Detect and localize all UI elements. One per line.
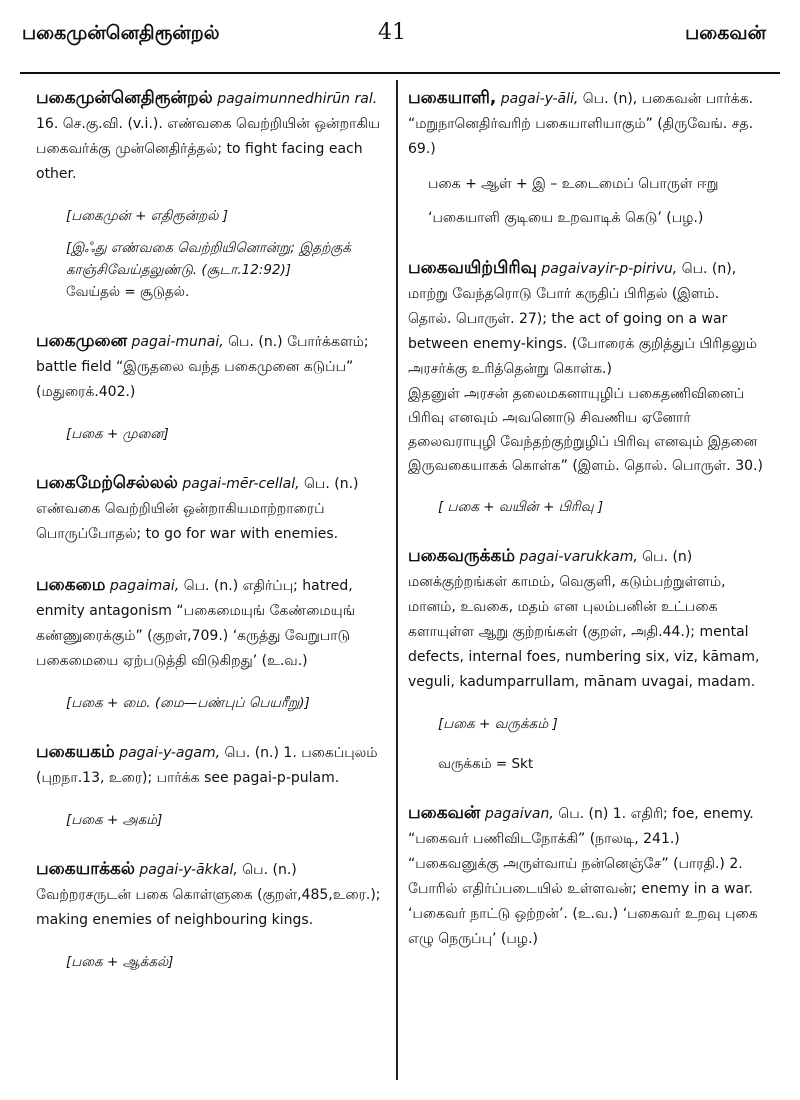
entry-transliteration: pagai-varukkam, xyxy=(519,549,638,565)
running-head-left: பகைமுன்னெதிரூன்றல் xyxy=(22,22,220,44)
entry-transliteration: pagai-mēr-cellal, xyxy=(182,476,300,492)
entry-etymology: [பகைமுன் + எதிரூன்றல் ] xyxy=(66,208,228,224)
dictionary-entry xyxy=(36,740,392,831)
entry-definition: பெ. (n) 1. எதிரி; foe, enemy. “பகைவர் பணிவிடநோக்கி” (நாலடி, 241.) “பகைவனுக்கு அருள்வாய் நன்னெஞ்சே” (பாரதி.) 2. போரில் எதிர்ப்படையில் உள்ளவன்; enemy in a war. ‘பகைவர் நாட்டு ஒற்றன்’. (உ.வ.) ‘பகைவர் உறவு புகை எழு நெருப்பு’ (பழ.) xyxy=(408,806,758,947)
entry-transliteration: pagai-munai, xyxy=(131,334,224,350)
entry-headword: பகைமேற்செல்லல் xyxy=(36,473,178,493)
entry-headword: பகைவயிற்பிரிவு xyxy=(408,258,537,278)
entry-etymology: [ பகை + வயின் + பிரிவு ] xyxy=(438,499,604,515)
entry-definition: பெ. (n.) எண்வகை வெற்றியின் ஒன்றாகியமாற்றாரைப் பொருப்போதல்; to go for war with enemies. xyxy=(36,476,359,542)
entry-definition: பெ. (n.) 1. பகைப்புலம் (புறநா.13, உரை); பார்க்க see pagai-p-pulam. xyxy=(36,745,378,786)
entry-etymology: [பகை + அகம்] xyxy=(66,812,163,828)
entry-headword: பகைவருக்கம் xyxy=(408,546,516,566)
entry-transliteration: pagai-y-agam, xyxy=(119,745,221,761)
entry-proverb: ‘பகையாளி குடியை உறவாடிக் கெடு’ (பழ.) xyxy=(428,210,704,226)
entry-note-tail: வேய்தல் = சூடுதல். xyxy=(66,284,190,300)
right-column xyxy=(408,86,764,952)
header-rule xyxy=(20,72,780,74)
entry-note: வருக்கம் = Skt xyxy=(438,756,534,772)
entry-headword: பகைமுனை xyxy=(36,331,128,351)
column-divider xyxy=(396,80,398,1080)
entry-definition: பெ. (n.) வேற்றரசருடன் பகை கொள்ளுகை (குறள்,485,உரை.); making enemies of neighbouring kings. xyxy=(36,862,381,928)
dictionary-entry xyxy=(408,544,764,775)
dictionary-entry xyxy=(408,256,764,518)
entry-definition: பெ. (n.) போர்க்களம்; battle field “இருதலை வந்த பகைமுனை கடுப்ப” (மதுரைக்.402.) xyxy=(36,334,369,400)
entry-etymology: [பகை + ஆக்கல்] xyxy=(66,954,174,970)
entry-transliteration: pagaivayir-p-pirivu, xyxy=(541,261,678,277)
entry-definition: பெ. (n) மனக்குற்றங்கள் காமம், வெகுளி, கடும்பற்றுள்ளம், மானம், உவகை, மதம் என புலம்பனின் உட்பகை களாயுள்ள ஆறு குற்றங்கள் (குறள், அதி.44.); mental defects, internal foes, numbering six, viz, kāmam, veguli, kadumparrullam, mānam uvagai, madam. xyxy=(408,549,760,690)
page-number: 41 xyxy=(378,20,406,45)
entry-transliteration: pagaivan, xyxy=(484,806,554,822)
dictionary-entry xyxy=(36,329,392,445)
entry-derivation: பகை + ஆள் + இ – உடைமைப் பொருள் ஈறு xyxy=(428,176,719,192)
dictionary-entry xyxy=(408,801,764,952)
running-head-right: பகைவன் xyxy=(685,22,766,44)
entry-headword: பகைமுன்னெதிரூன்றல் xyxy=(36,88,213,108)
dictionary-entry xyxy=(36,573,392,714)
entry-definition: பெ. (n.) எதிர்ப்பு; hatred, enmity antagonism “பகைமையுங் கேண்மையுங் கண்ணுரைக்கும்” (குறள்,709.) ‘கருத்து வேறுபாடு பகைமையை ஏற்படுத்தி விடுகிறது’ (உ.வ.) xyxy=(36,578,355,669)
entry-etymology: [பகை + முனை] xyxy=(66,426,169,442)
entry-definition: பெ. (n), பகைவன் பார்க்க. “மறுநானெதிர்வரிற் பகையாளியாகும்” (திருவேங். சத. 69.) xyxy=(408,91,754,157)
entry-headword: பகையாளி, xyxy=(408,88,497,108)
entry-etymology: [பகை + வருக்கம் ] xyxy=(438,716,558,732)
entry-transliteration: pagai-y-ākkal, xyxy=(139,862,238,878)
dictionary-entry xyxy=(408,86,764,230)
entry-note: [இஃது எண்வகை வெற்றியினொன்று; இதற்குக் காஞ்சிவேய்தலுண்டு. (சூடா.12:92)] xyxy=(66,240,351,278)
entry-headword: பகையாக்கல் xyxy=(36,859,135,879)
entry-transliteration: pagaimai, xyxy=(109,578,180,594)
entry-transliteration: pagaimunnedhirūn ral. xyxy=(217,91,378,107)
dictionary-entry xyxy=(36,857,392,973)
entry-etymology: [பகை + மை. (மை—பண்புப் பெயரீறு)] xyxy=(66,695,310,711)
entry-headword: பகையகம் xyxy=(36,742,115,762)
dictionary-entry xyxy=(36,86,392,303)
dictionary-entry xyxy=(36,471,392,547)
entry-quotation: இதனுள் அரசன் தலைமகனாயுழிப் பகைதணிவினைப் பிரிவு எனவும் அவனொடு சிவணிய ஏனோர் தலைவராயுழி வேந்தற்குற்றுழிப் பிரிவு எனவும் இதனை இருவகையாகக் கொள்க” (இளம். தொல். பொருள். 30.) xyxy=(408,386,763,474)
left-column xyxy=(36,86,392,973)
entry-headword: பகைமை xyxy=(36,575,106,595)
entry-transliteration: pagai-y-āli, xyxy=(500,91,579,107)
entry-definition: 16. செ.கு.வி. (v.i.). எண்வகை வெற்றியின் ஒன்றாகிய பகைவர்க்கு முன்னெதிர்த்தல்; to fight facing each other. xyxy=(36,116,380,182)
entry-headword: பகைவன் xyxy=(408,803,481,823)
entry-definition: பெ. (n), மாற்று வேந்தரொடு போர் கருதிப் பிரிதல் (இளம். தொல். பொருள். 27); the act of going on a war between enemy-kings. (போரைக் குறித்துப் பிரிதலும் அரசர்க்கு உரித்தென்று கொள்க.) xyxy=(408,261,757,377)
